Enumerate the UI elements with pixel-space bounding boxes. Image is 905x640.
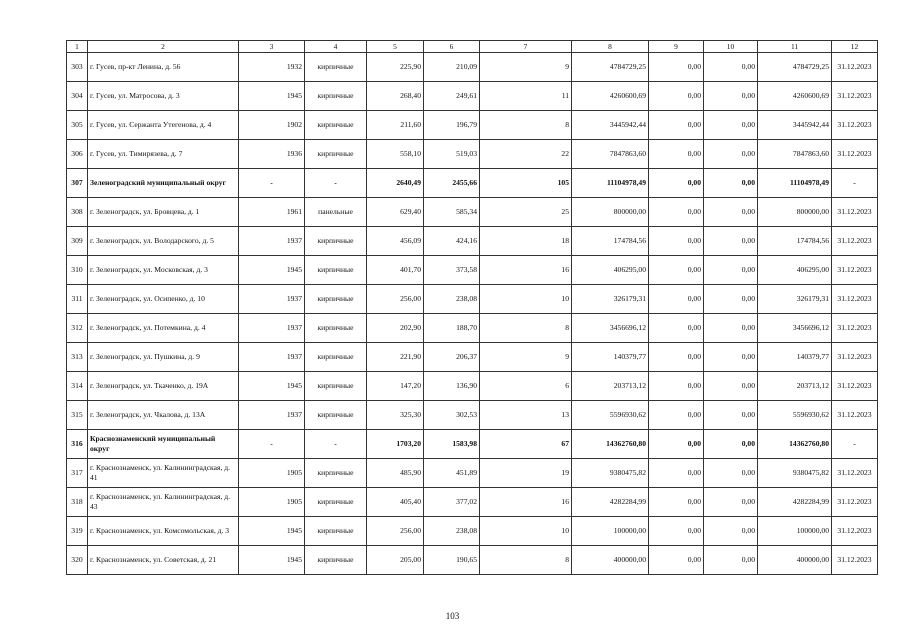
table-cell: 31.12.2023	[832, 314, 878, 343]
table-cell: 1905	[239, 459, 305, 488]
table-cell: 1905	[239, 488, 305, 517]
table-row	[67, 256, 878, 285]
table-cell: г. Гусев, ул. Матросова, д. 3	[88, 82, 239, 111]
table-cell: 311	[67, 285, 88, 314]
table-cell: 377,02	[424, 488, 480, 517]
table-cell: г. Зеленоградск, ул. Ткаченко, д. 19А	[88, 372, 239, 401]
register-table	[66, 40, 878, 575]
table-cell: 9380475,82	[758, 459, 832, 488]
table-cell: 238,08	[424, 285, 480, 314]
table-cell: 0,00	[649, 227, 704, 256]
table-cell: 0,00	[704, 111, 758, 140]
table-cell: 0,00	[649, 198, 704, 227]
table-cell: 373,58	[424, 256, 480, 285]
table-cell: 205,00	[367, 546, 424, 575]
table-cell: 1961	[239, 198, 305, 227]
column-header: 7	[480, 41, 572, 53]
table-cell: 13	[480, 401, 572, 430]
table-cell: 485,90	[367, 459, 424, 488]
table-cell: 190,65	[424, 546, 480, 575]
table-cell: 585,34	[424, 198, 480, 227]
table-row	[67, 82, 878, 111]
table-cell: кирпичные	[305, 314, 367, 343]
table-cell: 4282284,99	[758, 488, 832, 517]
column-header: 6	[424, 41, 480, 53]
table-cell: 0,00	[704, 401, 758, 430]
table-row	[67, 517, 878, 546]
table-cell: -	[305, 169, 367, 198]
table-cell: 8	[480, 314, 572, 343]
table-cell: кирпичные	[305, 227, 367, 256]
table-cell: 3456696,12	[758, 314, 832, 343]
table-row	[67, 198, 878, 227]
table-cell: 31.12.2023	[832, 256, 878, 285]
table-cell: 2455,66	[424, 169, 480, 198]
table-cell: 0,00	[704, 198, 758, 227]
table-cell: г. Зеленоградск, ул. Московская, д. 3	[88, 256, 239, 285]
table-cell: 451,89	[424, 459, 480, 488]
table-cell: 11104978,49	[572, 169, 649, 198]
table-cell: 1936	[239, 140, 305, 169]
table-cell: 0,00	[704, 314, 758, 343]
table-cell: 326179,31	[758, 285, 832, 314]
table-cell: 400000,00	[758, 546, 832, 575]
table-cell: г. Гусев, ул. Сержанта Утегенова, д. 4	[88, 111, 239, 140]
table-cell: 8	[480, 546, 572, 575]
table-cell: 1937	[239, 314, 305, 343]
table-cell: 9	[480, 343, 572, 372]
table-cell: 4784729,25	[758, 53, 832, 82]
table-row	[67, 372, 878, 401]
table-cell: 0,00	[704, 285, 758, 314]
table-cell: 1945	[239, 82, 305, 111]
table-cell: 4260600,69	[758, 82, 832, 111]
table-cell: 31.12.2023	[832, 53, 878, 82]
table-cell: 0,00	[649, 343, 704, 372]
table-cell: 326179,31	[572, 285, 649, 314]
table-cell: 0,00	[704, 343, 758, 372]
table-cell: 18	[480, 227, 572, 256]
table-cell: 25	[480, 198, 572, 227]
table-cell: 11	[480, 82, 572, 111]
table-cell: г. Краснознаменск, ул. Калининградская, д. 41	[88, 459, 239, 488]
table-cell: 0,00	[704, 517, 758, 546]
table-cell: 302,53	[424, 401, 480, 430]
table-cell: 1937	[239, 401, 305, 430]
table-cell: 0,00	[649, 372, 704, 401]
table-cell: 9380475,82	[572, 459, 649, 488]
table-cell: г. Гусев, пр-кт Ленина, д. 56	[88, 53, 239, 82]
table-cell: 1937	[239, 343, 305, 372]
table-cell: 305	[67, 111, 88, 140]
table-cell: 211,60	[367, 111, 424, 140]
table-cell: 2640,49	[367, 169, 424, 198]
table-cell: 406295,00	[758, 256, 832, 285]
table-cell: г. Краснознаменск, ул. Советская, д. 21	[88, 546, 239, 575]
table-cell: 105	[480, 169, 572, 198]
table-cell: 319	[67, 517, 88, 546]
table-cell: 306	[67, 140, 88, 169]
table-cell: 0,00	[704, 169, 758, 198]
table-cell: 5596930,62	[572, 401, 649, 430]
table-cell: 1937	[239, 227, 305, 256]
table-row	[67, 546, 878, 575]
table-cell: 147,20	[367, 372, 424, 401]
table-cell: 3445942,44	[572, 111, 649, 140]
table-cell: 100000,00	[758, 517, 832, 546]
table-cell: г. Краснознаменск, ул. Комсомольская, д. 3	[88, 517, 239, 546]
column-header: 1	[67, 41, 88, 53]
table-cell: кирпичные	[305, 459, 367, 488]
table-cell: кирпичные	[305, 82, 367, 111]
table-cell: 31.12.2023	[832, 111, 878, 140]
table-cell: -	[239, 430, 305, 459]
column-header: 2	[88, 41, 239, 53]
table-cell: 1902	[239, 111, 305, 140]
table-cell: 31.12.2023	[832, 343, 878, 372]
table-cell: 238,08	[424, 517, 480, 546]
table-cell: г. Краснознаменск, ул. Калининградская, д. 43	[88, 488, 239, 517]
table-cell: 315	[67, 401, 88, 430]
table-cell: 4282284,99	[572, 488, 649, 517]
table-cell: 400000,00	[572, 546, 649, 575]
table-cell: 268,40	[367, 82, 424, 111]
table-cell: кирпичные	[305, 372, 367, 401]
table-cell: кирпичные	[305, 517, 367, 546]
table-cell: 1945	[239, 372, 305, 401]
table-cell: 67	[480, 430, 572, 459]
table-cell: 0,00	[649, 401, 704, 430]
table-cell: 317	[67, 459, 88, 488]
table-cell: г. Зеленоградск, ул. Пушкина, д. 9	[88, 343, 239, 372]
table-cell: 196,79	[424, 111, 480, 140]
column-header: 5	[367, 41, 424, 53]
table-cell: кирпичные	[305, 401, 367, 430]
table-cell: 308	[67, 198, 88, 227]
table-cell: 0,00	[704, 546, 758, 575]
table-cell: 1583,98	[424, 430, 480, 459]
table-row	[67, 401, 878, 430]
table-cell: кирпичные	[305, 546, 367, 575]
table-cell: 210,09	[424, 53, 480, 82]
table-cell: 558,10	[367, 140, 424, 169]
table-cell: 424,16	[424, 227, 480, 256]
table-cell: 9	[480, 53, 572, 82]
table-row	[67, 111, 878, 140]
table-cell: 0,00	[704, 227, 758, 256]
table-cell: кирпичные	[305, 343, 367, 372]
column-header: 10	[704, 41, 758, 53]
table-cell: 0,00	[649, 256, 704, 285]
table-cell: 136,90	[424, 372, 480, 401]
table-cell: 0,00	[649, 517, 704, 546]
table-cell: 0,00	[649, 488, 704, 517]
table-cell: 100000,00	[572, 517, 649, 546]
table-cell: 405,40	[367, 488, 424, 517]
table-cell: 7847863,60	[572, 140, 649, 169]
table-cell: 0,00	[704, 256, 758, 285]
table-cell: 316	[67, 430, 88, 459]
table-cell: панельные	[305, 198, 367, 227]
table-cell: 202,90	[367, 314, 424, 343]
column-header: 9	[649, 41, 704, 53]
table-cell: кирпичные	[305, 140, 367, 169]
table-cell: 0,00	[704, 430, 758, 459]
table-cell: 0,00	[704, 140, 758, 169]
column-header: 12	[832, 41, 878, 53]
table-cell: 1937	[239, 285, 305, 314]
table-cell: 0,00	[649, 111, 704, 140]
table-header-row	[67, 41, 878, 53]
table-row	[67, 285, 878, 314]
table-cell: 5596930,62	[758, 401, 832, 430]
table-row	[67, 343, 878, 372]
municipality-row	[67, 169, 878, 198]
table-cell: 249,61	[424, 82, 480, 111]
table-cell: 140379,77	[572, 343, 649, 372]
table-cell: 8	[480, 111, 572, 140]
table-cell: 325,30	[367, 401, 424, 430]
table-cell: 800000,00	[758, 198, 832, 227]
table-cell: -	[832, 169, 878, 198]
table-cell: 0,00	[649, 459, 704, 488]
table-cell: г. Зеленоградск, ул. Осипенко, д. 10	[88, 285, 239, 314]
table-cell: 0,00	[704, 53, 758, 82]
table-cell: 313	[67, 343, 88, 372]
page-number: 103	[445, 611, 460, 621]
table-cell: 7847863,60	[758, 140, 832, 169]
table-cell: 320	[67, 546, 88, 575]
table-row	[67, 140, 878, 169]
table-cell: 406295,00	[572, 256, 649, 285]
table-cell: 304	[67, 82, 88, 111]
table-cell: 1945	[239, 546, 305, 575]
table-cell: 309	[67, 227, 88, 256]
table-cell: 0,00	[704, 488, 758, 517]
table-cell: г. Зеленоградск, ул. Потемкина, д. 4	[88, 314, 239, 343]
table-cell: 10	[480, 285, 572, 314]
table-cell: 401,70	[367, 256, 424, 285]
table-cell: 11104978,49	[758, 169, 832, 198]
table-cell: 0,00	[704, 372, 758, 401]
table-cell: 14362760,80	[572, 430, 649, 459]
table-cell: г. Зеленоградск, ул. Чкалова, д. 13А	[88, 401, 239, 430]
table-cell: кирпичные	[305, 111, 367, 140]
table-cell: 1945	[239, 517, 305, 546]
table-cell: 3445942,44	[758, 111, 832, 140]
table-cell: 174784,56	[758, 227, 832, 256]
table-cell: 0,00	[649, 546, 704, 575]
table-cell: 31.12.2023	[832, 401, 878, 430]
table-cell: 206,37	[424, 343, 480, 372]
table-cell: 203713,12	[758, 372, 832, 401]
table-cell: Краснознаменский муниципальный округ	[88, 430, 239, 459]
table-cell: 31.12.2023	[832, 488, 878, 517]
table-cell: 14362760,80	[758, 430, 832, 459]
column-header: 8	[572, 41, 649, 53]
table-cell: 0,00	[649, 314, 704, 343]
table-cell: 0,00	[649, 82, 704, 111]
table-cell: 203713,12	[572, 372, 649, 401]
table-cell: 1703,20	[367, 430, 424, 459]
table-cell: 303	[67, 53, 88, 82]
table-cell: 519,03	[424, 140, 480, 169]
table-cell: 19	[480, 459, 572, 488]
table-cell: 0,00	[704, 82, 758, 111]
table-cell: 256,00	[367, 285, 424, 314]
table-cell: 0,00	[649, 285, 704, 314]
table-cell: 31.12.2023	[832, 546, 878, 575]
table-cell: 310	[67, 256, 88, 285]
table-cell: 4260600,69	[572, 82, 649, 111]
table-cell: г. Зеленоградск, ул. Бровцева, д. 1	[88, 198, 239, 227]
table-cell: кирпичные	[305, 285, 367, 314]
table-cell: 22	[480, 140, 572, 169]
table-cell: 4784729,25	[572, 53, 649, 82]
municipality-row	[67, 430, 878, 459]
table-cell: 1932	[239, 53, 305, 82]
table-cell: 314	[67, 372, 88, 401]
table-cell: 31.12.2023	[832, 227, 878, 256]
table-cell: 0,00	[649, 169, 704, 198]
table-cell: 800000,00	[572, 198, 649, 227]
table-cell: кирпичные	[305, 488, 367, 517]
table-cell: 174784,56	[572, 227, 649, 256]
table-cell: 456,09	[367, 227, 424, 256]
table-cell: -	[305, 430, 367, 459]
table-cell: 16	[480, 488, 572, 517]
table-cell: 3456696,12	[572, 314, 649, 343]
table-cell: кирпичные	[305, 53, 367, 82]
table-cell: г. Зеленоградск, ул. Володарского, д. 5	[88, 227, 239, 256]
table-row	[67, 227, 878, 256]
table-cell: 31.12.2023	[832, 285, 878, 314]
table-cell: 31.12.2023	[832, 82, 878, 111]
table-row	[67, 314, 878, 343]
table-cell: 31.12.2023	[832, 517, 878, 546]
table-cell: 0,00	[649, 430, 704, 459]
table-cell: 221,90	[367, 343, 424, 372]
table-cell: 225,90	[367, 53, 424, 82]
table-cell: 31.12.2023	[832, 459, 878, 488]
table-cell: 629,40	[367, 198, 424, 227]
table-row	[67, 488, 878, 517]
table-cell: -	[832, 430, 878, 459]
table-row	[67, 53, 878, 82]
table-cell: 0,00	[704, 459, 758, 488]
table-cell: 0,00	[649, 53, 704, 82]
table-cell: 31.12.2023	[832, 198, 878, 227]
table-cell: 6	[480, 372, 572, 401]
table-cell: 318	[67, 488, 88, 517]
table-cell: 140379,77	[758, 343, 832, 372]
table-cell: 10	[480, 517, 572, 546]
table-cell: 31.12.2023	[832, 140, 878, 169]
table-cell: 307	[67, 169, 88, 198]
table-cell: Зеленоградский муниципальный округ	[88, 169, 239, 198]
table-cell: 16	[480, 256, 572, 285]
column-header: 11	[758, 41, 832, 53]
column-header: 4	[305, 41, 367, 53]
table-cell: г. Гусев, ул. Тимирязева, д. 7	[88, 140, 239, 169]
table-cell: -	[239, 169, 305, 198]
table-cell: 0,00	[649, 140, 704, 169]
table-cell: 256,00	[367, 517, 424, 546]
table-cell: кирпичные	[305, 256, 367, 285]
table-cell: 188,70	[424, 314, 480, 343]
table-row	[67, 459, 878, 488]
table-cell: 312	[67, 314, 88, 343]
table-cell: 1945	[239, 256, 305, 285]
column-header: 3	[239, 41, 305, 53]
table-cell: 31.12.2023	[832, 372, 878, 401]
